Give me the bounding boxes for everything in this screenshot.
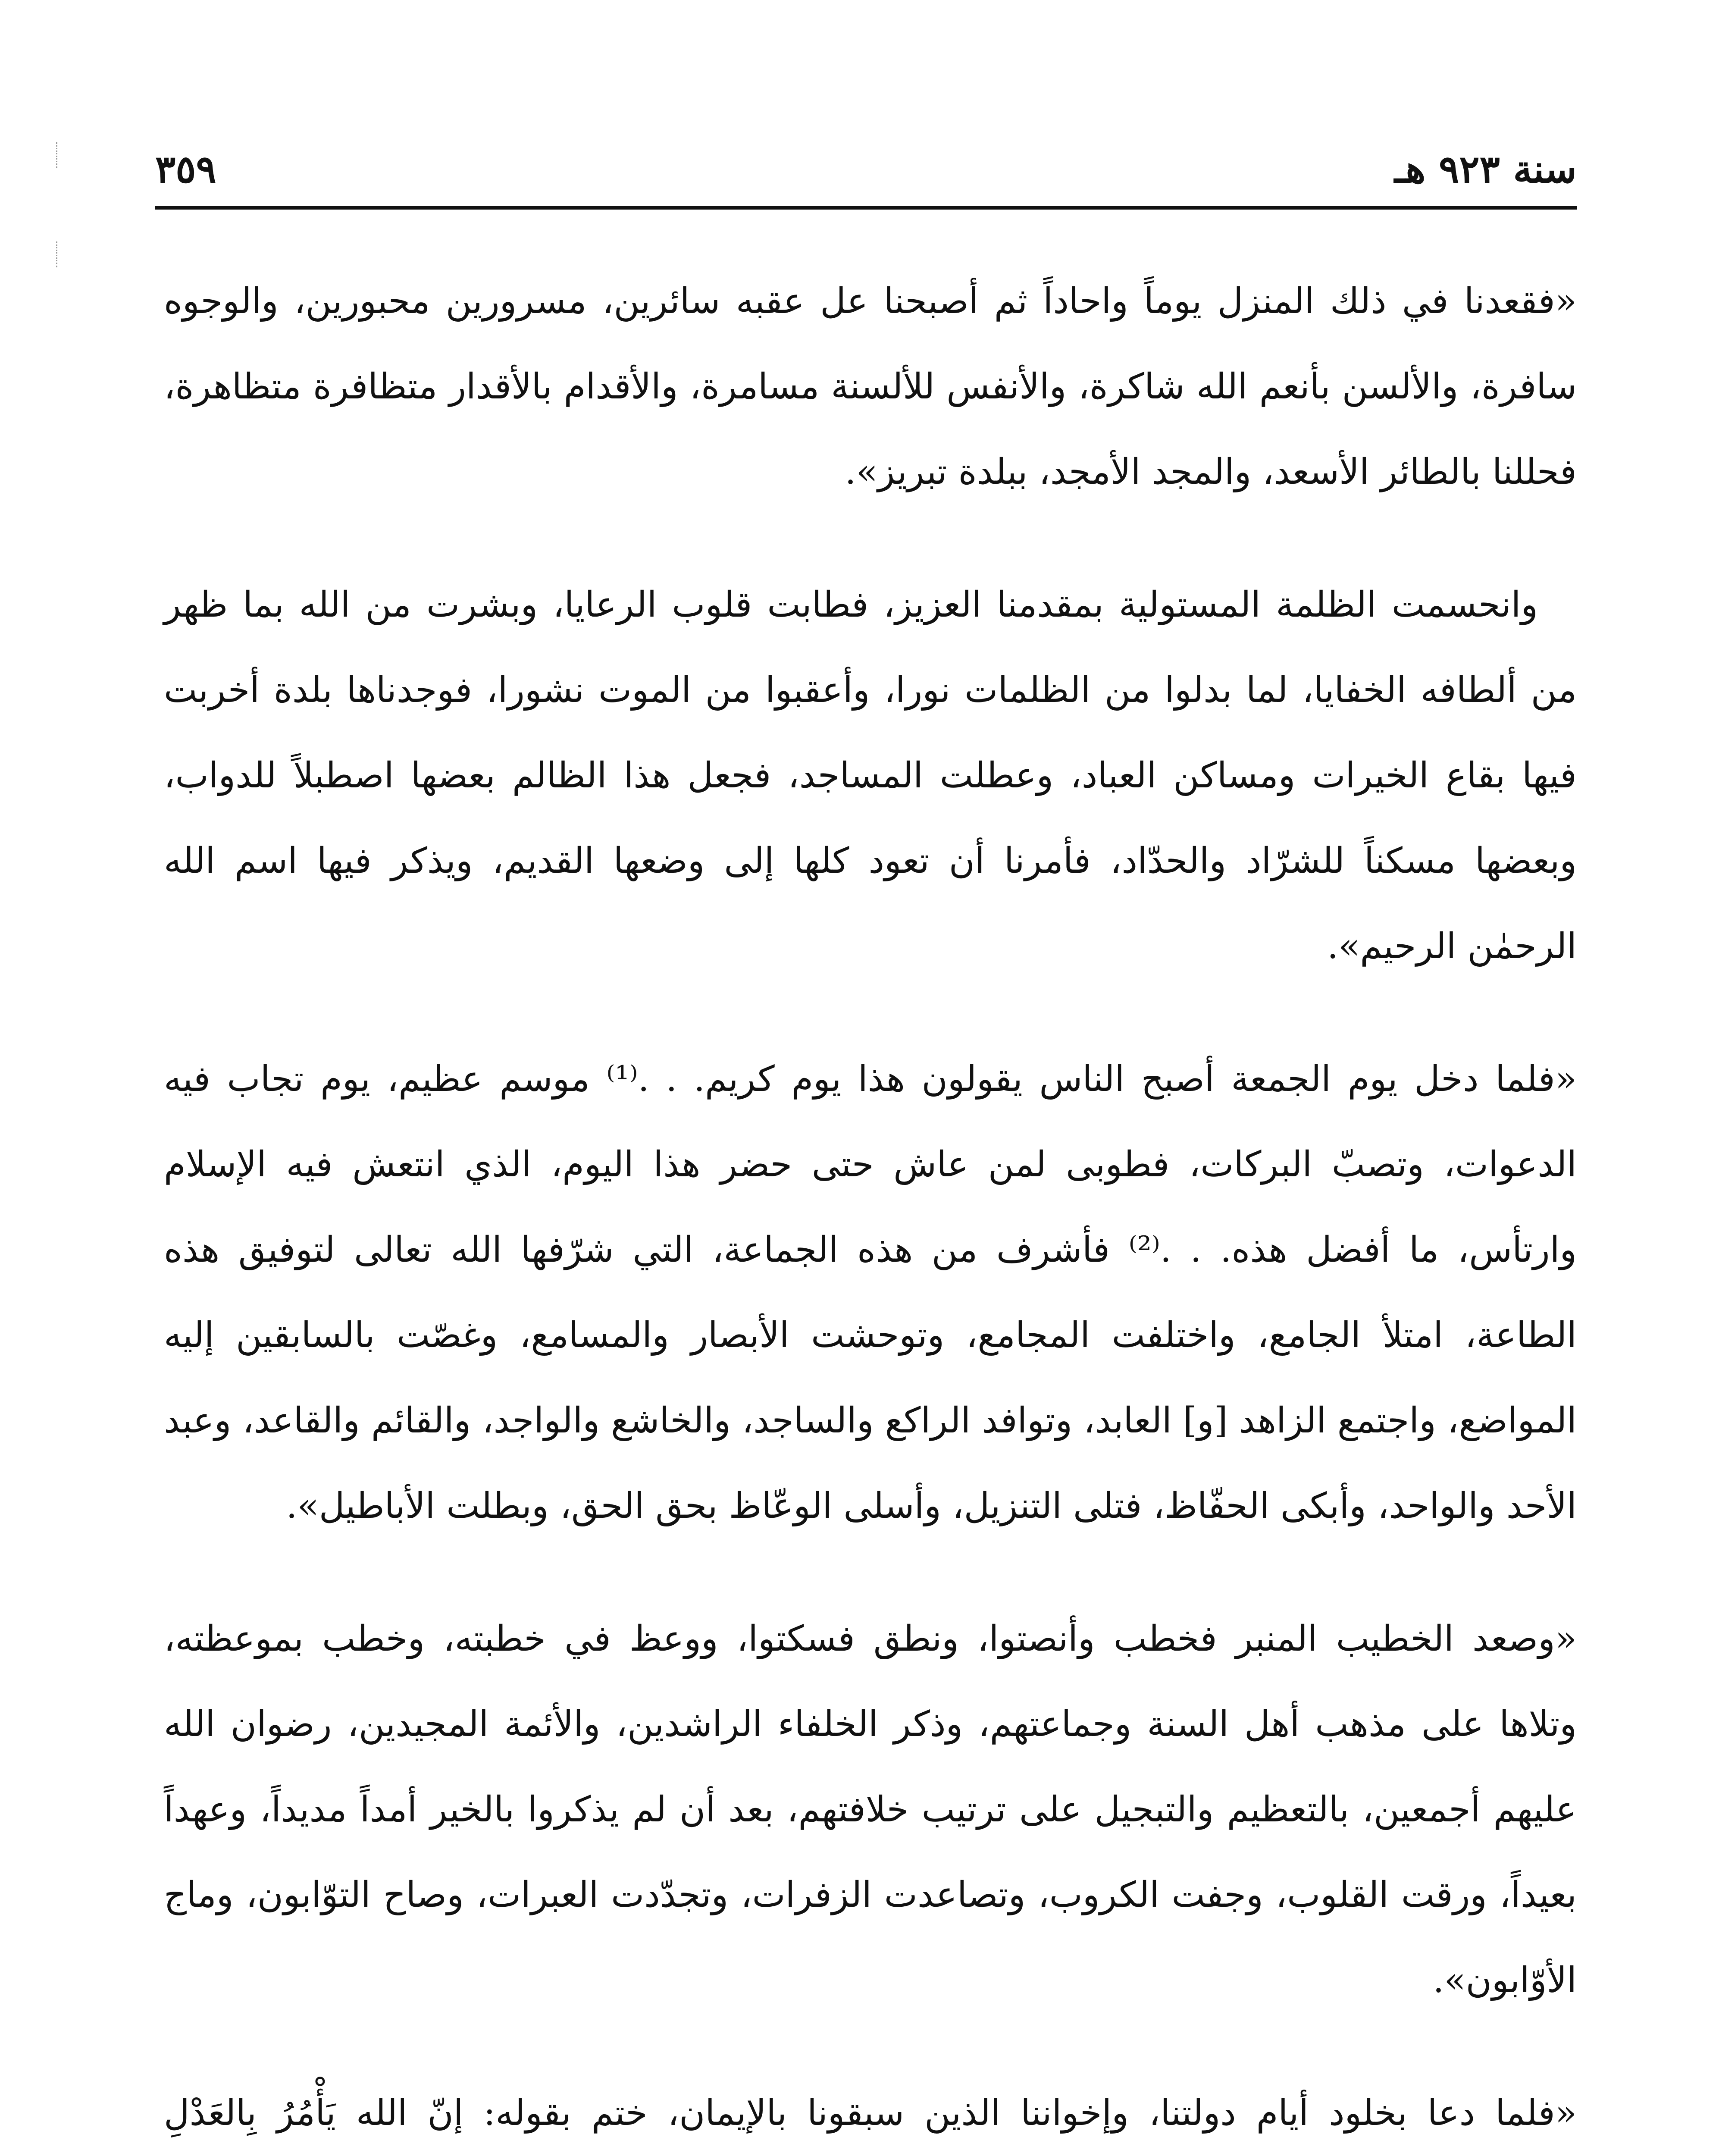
header-rule xyxy=(155,206,1577,210)
paragraph-4: «وصعد الخطيب المنبر فخطب وأنصتوا، ونطق فسكتوا، ووعظ في خطبته، وخطب بموعظته، وتلاها على مذهب أهل السنة وجماعتهم، وذكر الخلفاء الراشدين، والأئمة المجيدين، رضوان الله عليهم أجمعين، بالتعظيم والتبجيل على ترتيب خلافتهم، بعد أن لم يذكروا بالخير أمداً مديداً، وعهداً بعيداً، ورقت القلوب، وجفت الكروب، وتصاعدت الزفرات، وتجدّدت العبرات، وصاح التوّابون، وماج الأوّابون». xyxy=(164,1618,1577,2001)
margin-scan-mark xyxy=(56,142,63,168)
paragraph-1: «فقعدنا في ذلك المنزل يوماً واحاداً ثم أصبحنا عل عقبه سائرين، مسرورين محبورين، والوجوه سافرة، والألسن بأنعم الله شاكرة، والأنفس للألسنة مسامرة، والأقدام بالأقدار متظافرة متظاهرة، فحللنا بالطائر الأسعد، والمجد الأمجد، ببلدة تبريز». xyxy=(164,281,1577,492)
page-number: ٣٥٩ xyxy=(155,147,216,191)
paragraph-5: «فلما دعا بخلود أيام دولتنا، وإخواننا الذين سبقونا بالإيمان، ختم بقوله: إنّ الله يَأْمُرُ بِالعَدْلِ xyxy=(164,2093,1577,2134)
header-year-title: سنة ٩٢٣ هـ xyxy=(1394,147,1577,191)
margin-scan-mark xyxy=(56,241,63,267)
paragraph-3: «فلما دخل يوم الجمعة أصبح الناس يقولون هذا يوم كريم. . .⁽¹⁾ موسم عظيم، يوم تجاب فيه الدعوات، وتصبّ البركات، فطوبى لمن عاش حتى حضر هذا اليوم، الذي انتعش فيه الإسلام وارتأس، ما أفضل هذه. . .⁽²⁾ فأشرف من هذه الجماعة، التي شرّفها الله تعالى لتوفيق هذه الطاعة، امتلأ الجامع، واختلفت المجامع، وتوحشت الأبصار والمسامع، وغصّت بالسابقين إليه المواضع، واجتمع الزاهد [و] العابد، وتوافد الراكع والساجد، والخاشع والواجد، والقائم والقاعد، وعبد الأحد والواحد، وأبكى الحفّاظ، فتلى التنزيل، وأسلى الوعّاظ بحق الحق، وبطلت الأباطيل». xyxy=(164,1059,1577,1526)
main-text xyxy=(164,259,1577,2156)
running-header xyxy=(155,129,1577,207)
paragraph-2: وانحسمت الظلمة المستولية بمقدمنا العزيز، فطابت قلوب الرعايا، وبشرت من الله بما ظهر من ألطافه الخفايا، لما بدلوا من الظلمات نورا، وأعقبوا من الموت نشورا، فوجدناها بلدة أخربت فيها بقاع الخيرات ومساكن العباد، وعطلت المساجد، فجعل هذا الظالم بعضها اصطبلاً للدواب، وبعضها مسكناً للشرّاد والحدّاد، فأمرنا أن تعود كلها إلى وضعها القديم، ويذكر فيها اسم الله الرحمٰن الرحيم». xyxy=(164,584,1577,967)
